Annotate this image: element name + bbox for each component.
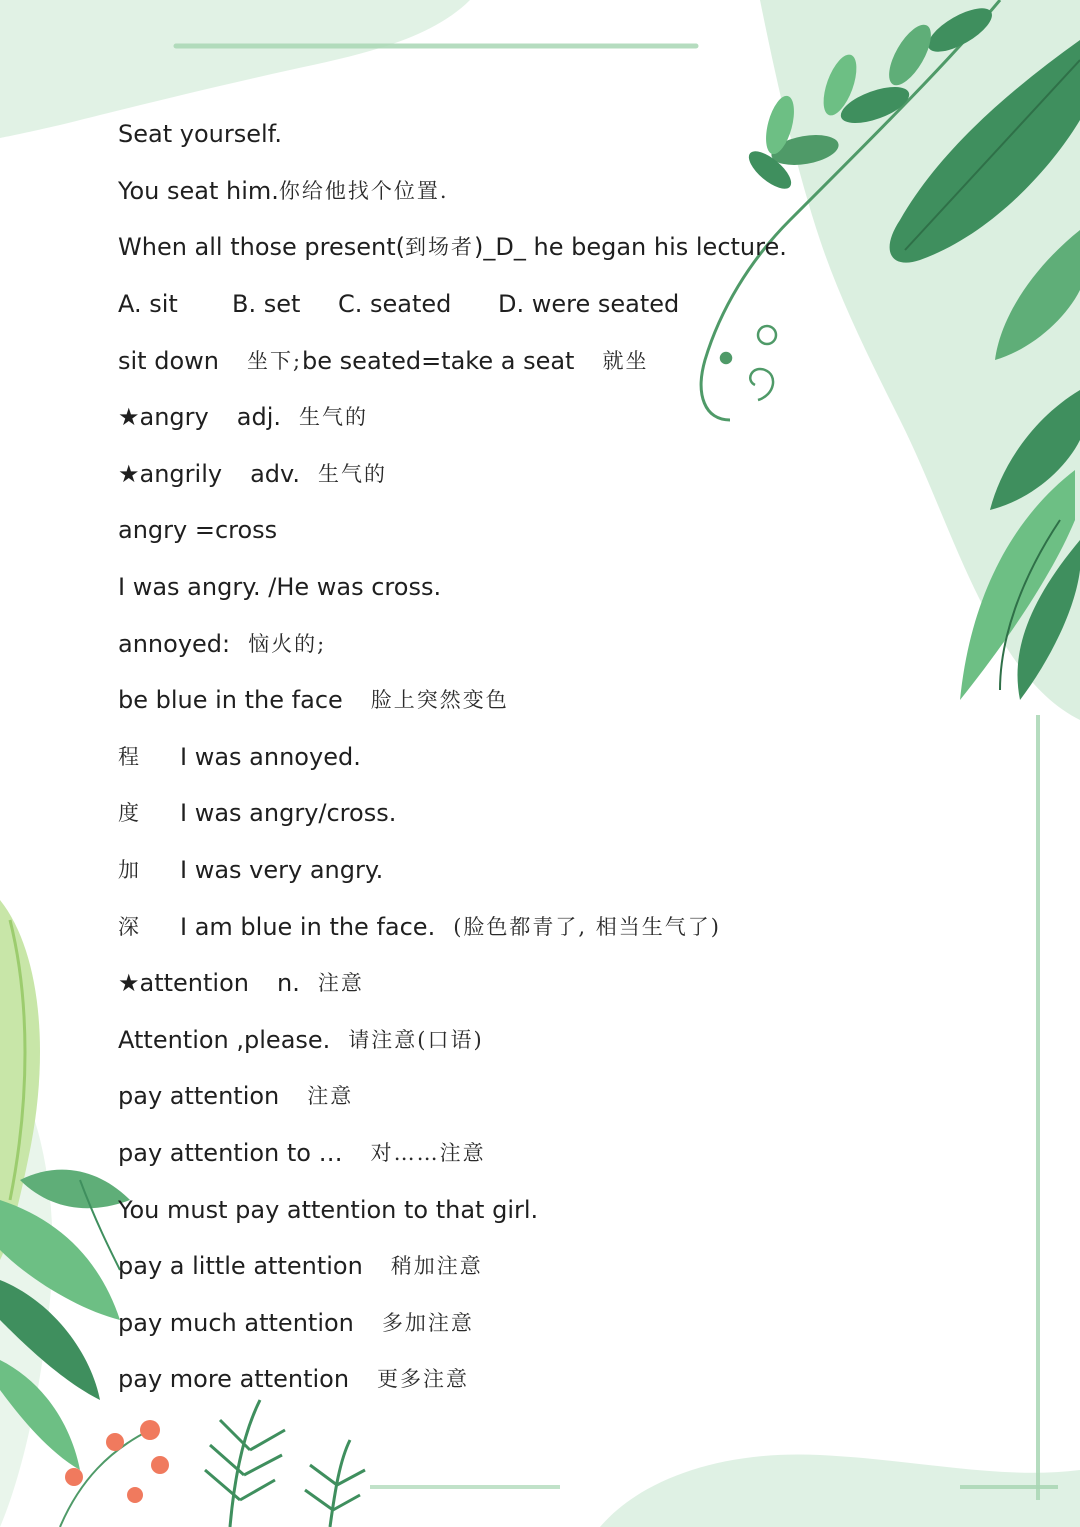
text-line-11 (118, 672, 878, 729)
chinese-text: 就坐 (602, 348, 649, 373)
chinese-text: 更多注意 (377, 1367, 470, 1392)
english-text: be seated=take a seat (302, 346, 575, 375)
english-text: pay attention to … (118, 1138, 343, 1167)
english-text: pay much attention (118, 1308, 354, 1337)
english-text: When all those present( (118, 233, 406, 262)
english-text: Attention ,please. (118, 1025, 331, 1054)
vocab-word: angrily (139, 459, 223, 488)
english-text: I was angry/cross. (180, 799, 397, 828)
text-line-5 (118, 332, 878, 389)
english-text: I was annoyed. (180, 742, 361, 771)
option-b: B. set (232, 290, 301, 319)
degree-row-4 (118, 898, 878, 955)
answer-options (118, 276, 878, 333)
degree-label: 程 (118, 744, 141, 769)
text-line-10 (118, 615, 878, 672)
english-text: pay a little attention (118, 1252, 363, 1281)
chinese-text: 到场者 (405, 235, 475, 260)
part-of-speech: adj. (236, 403, 281, 432)
chinese-text: 请注意(口语) (348, 1027, 484, 1052)
degree-label: 加 (118, 858, 141, 883)
english-text: You seat him. (118, 176, 279, 205)
english-text: angry =cross (118, 516, 278, 545)
bottom-right-wash (600, 1454, 1080, 1527)
english-text: be blue in the face (118, 686, 343, 715)
english-text: pay more attention (118, 1365, 350, 1394)
chinese-text: 多加注意 (381, 1310, 474, 1335)
vocab-entry-attention (118, 955, 878, 1012)
star-icon: ★ (118, 459, 140, 488)
star-icon: ★ (118, 969, 140, 998)
part-of-speech: adv. (250, 459, 300, 488)
english-text: annoyed: (118, 629, 231, 658)
text-line-23 (118, 1351, 878, 1408)
vocab-entry-angry (118, 389, 878, 446)
chinese-text: 注意 (317, 971, 364, 996)
part-of-speech: n. (277, 969, 300, 998)
vocab-word: attention (139, 969, 249, 998)
chinese-text: 恼火的; (248, 631, 327, 656)
berry-sprig (60, 1420, 169, 1527)
degree-row-2 (118, 785, 878, 842)
chinese-text: 你给他找个位置. (278, 178, 449, 203)
text-line-20 (118, 1181, 878, 1238)
degree-label: 度 (118, 801, 141, 826)
option-d: D. were seated (498, 290, 680, 319)
chinese-text: 生气的 (318, 461, 387, 486)
vocab-entry-angrily (118, 446, 878, 503)
text-line-1 (118, 106, 878, 163)
text-line-8 (118, 502, 878, 559)
bottom-fern (205, 1400, 365, 1527)
degree-row-1 (118, 729, 878, 786)
text-line-18 (118, 1068, 878, 1125)
english-text: You must pay attention to that girl. (118, 1195, 539, 1224)
english-text: I was very angry. (180, 856, 384, 885)
text-line-9 (118, 559, 878, 616)
text-line-3 (118, 219, 878, 276)
english-text: pay attention (118, 1082, 280, 1111)
chinese-text: 对……注意 (370, 1140, 486, 1165)
chinese-text: 稍加注意 (390, 1254, 483, 1279)
english-text: I am blue in the face. (180, 912, 436, 941)
chinese-text: 注意 (307, 1084, 354, 1109)
chinese-text: 脸上突然变色 (370, 688, 509, 713)
chinese-text: 坐下; (246, 348, 303, 373)
option-c: C. seated (338, 290, 452, 319)
chinese-text: 生气的 (299, 405, 368, 430)
vocab-word: angry (139, 403, 209, 432)
text-line-19 (118, 1125, 878, 1182)
text-line-22 (118, 1294, 878, 1351)
bottom-left-foliage (0, 900, 130, 1470)
text-line-2 (118, 163, 878, 220)
document-body (118, 106, 878, 1408)
english-text: Seat yourself. (118, 120, 282, 149)
star-icon: ★ (118, 403, 140, 432)
chinese-text: (脸色都青了, 相当生气了) (453, 914, 721, 939)
option-a: A. sit (118, 290, 178, 319)
degree-label: 深 (118, 914, 141, 939)
text-line-21 (118, 1238, 878, 1295)
english-text: I was angry. /He was cross. (118, 573, 442, 602)
english-text: sit down (118, 346, 219, 375)
degree-row-3 (118, 842, 878, 899)
english-text: )_D_ he began his lecture. (474, 233, 787, 262)
text-line-17 (118, 1012, 878, 1069)
